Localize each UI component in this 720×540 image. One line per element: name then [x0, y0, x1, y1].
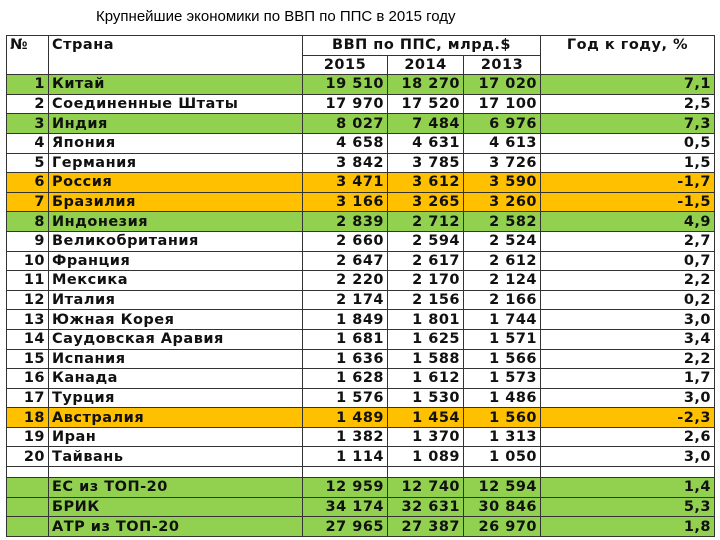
yoy-cell: 1,5	[541, 153, 715, 173]
summary-yoy-cell: 1,8	[541, 517, 715, 537]
rank-cell: 12	[7, 290, 49, 310]
rank-cell: 16	[7, 369, 49, 389]
gdp-2015-cell: 17 970	[303, 94, 388, 114]
table-row	[7, 75, 715, 95]
yoy-cell: 3,0	[541, 310, 715, 330]
country-cell: Китай	[49, 75, 303, 95]
yoy-cell: 3,0	[541, 447, 715, 467]
rank-cell: 18	[7, 408, 49, 428]
gdp-2014-cell: 1 625	[388, 329, 464, 349]
table-row	[7, 310, 715, 330]
country-cell: Россия	[49, 173, 303, 193]
gdp-2013-cell: 3 590	[464, 173, 541, 193]
table-row	[7, 369, 715, 389]
summary-rank-cell	[7, 478, 49, 498]
yoy-cell: -1,7	[541, 173, 715, 193]
gdp-2013-cell: 6 976	[464, 114, 541, 134]
country-cell: Испания	[49, 349, 303, 369]
header-num: №	[7, 36, 49, 75]
summary-row	[7, 517, 715, 537]
summary-yoy-cell: 1,4	[541, 478, 715, 498]
country-cell: Соединенные Штаты	[49, 94, 303, 114]
gdp-2014-cell: 3 612	[388, 173, 464, 193]
summary-group-cell: ЕС из ТОП-20	[49, 478, 303, 498]
gdp-2013-cell: 17 100	[464, 94, 541, 114]
yoy-cell: 2,6	[541, 427, 715, 447]
gdp-2014-cell: 2 594	[388, 231, 464, 251]
summary-rank-cell	[7, 517, 49, 537]
yoy-cell: 0,7	[541, 251, 715, 271]
gdp-2013-cell: 2 524	[464, 231, 541, 251]
rank-cell: 13	[7, 310, 49, 330]
gdp-2015-cell: 1 382	[303, 427, 388, 447]
table-row	[7, 192, 715, 212]
spacer-cell	[303, 467, 388, 478]
yoy-cell: 0,2	[541, 290, 715, 310]
gdp-2014-cell: 7 484	[388, 114, 464, 134]
gdp-2015-cell: 1 628	[303, 369, 388, 389]
header-year-2014: 2014	[388, 55, 464, 75]
gdp-table	[6, 35, 715, 537]
table-row	[7, 133, 715, 153]
table-row	[7, 94, 715, 114]
gdp-2013-cell: 1 571	[464, 329, 541, 349]
summary-2014-cell: 12 740	[388, 478, 464, 498]
summary-row	[7, 478, 715, 498]
yoy-cell: 2,7	[541, 231, 715, 251]
spacer-cell	[49, 467, 303, 478]
page-title: Крупнейшие экономики по ВВП по ППС в 2015 году	[96, 8, 456, 25]
summary-2013-cell: 26 970	[464, 517, 541, 537]
gdp-2013-cell: 3 260	[464, 192, 541, 212]
country-cell: Саудовская Аравия	[49, 329, 303, 349]
gdp-2014-cell: 2 617	[388, 251, 464, 271]
table-row	[7, 329, 715, 349]
yoy-cell: 7,1	[541, 75, 715, 95]
gdp-2014-cell: 3 785	[388, 153, 464, 173]
summary-2014-cell: 32 631	[388, 497, 464, 517]
yoy-cell: 2,5	[541, 94, 715, 114]
country-cell: Индия	[49, 114, 303, 134]
country-cell: Индонезия	[49, 212, 303, 232]
gdp-2014-cell: 1 370	[388, 427, 464, 447]
gdp-2014-cell: 17 520	[388, 94, 464, 114]
rank-cell: 10	[7, 251, 49, 271]
rank-cell: 14	[7, 329, 49, 349]
gdp-2014-cell: 1 089	[388, 447, 464, 467]
gdp-2015-cell: 3 842	[303, 153, 388, 173]
gdp-2013-cell: 1 486	[464, 388, 541, 408]
gdp-2014-cell: 1 801	[388, 310, 464, 330]
country-cell: Великобритания	[49, 231, 303, 251]
yoy-cell: 2,2	[541, 271, 715, 291]
country-cell: Турция	[49, 388, 303, 408]
table-row	[7, 388, 715, 408]
table-row	[7, 427, 715, 447]
summary-2015-cell: 34 174	[303, 497, 388, 517]
summary-row	[7, 497, 715, 517]
gdp-table-container	[6, 35, 714, 537]
gdp-2013-cell: 1 313	[464, 427, 541, 447]
header-row	[7, 36, 715, 56]
gdp-2015-cell: 2 174	[303, 290, 388, 310]
table-row	[7, 231, 715, 251]
gdp-2014-cell: 1 454	[388, 408, 464, 428]
gdp-2014-cell: 2 712	[388, 212, 464, 232]
gdp-2015-cell: 2 660	[303, 231, 388, 251]
header-country: Страна	[49, 36, 303, 75]
spacer-cell	[464, 467, 541, 478]
summary-2013-cell: 30 846	[464, 497, 541, 517]
gdp-2015-cell: 4 658	[303, 133, 388, 153]
gdp-2015-cell: 2 220	[303, 271, 388, 291]
rank-cell: 7	[7, 192, 49, 212]
rank-cell: 20	[7, 447, 49, 467]
table-row	[7, 408, 715, 428]
country-cell: Италия	[49, 290, 303, 310]
gdp-2013-cell: 2 612	[464, 251, 541, 271]
yoy-cell: -2,3	[541, 408, 715, 428]
country-cell: Япония	[49, 133, 303, 153]
table-row	[7, 271, 715, 291]
gdp-2013-cell: 1 050	[464, 447, 541, 467]
rank-cell: 8	[7, 212, 49, 232]
gdp-2015-cell: 1 576	[303, 388, 388, 408]
rank-cell: 6	[7, 173, 49, 193]
gdp-2014-cell: 1 588	[388, 349, 464, 369]
rank-cell: 17	[7, 388, 49, 408]
spacer-cell	[541, 467, 715, 478]
yoy-cell: -1,5	[541, 192, 715, 212]
rank-cell: 15	[7, 349, 49, 369]
summary-group-cell: БРИК	[49, 497, 303, 517]
rank-cell: 11	[7, 271, 49, 291]
gdp-2015-cell: 1 681	[303, 329, 388, 349]
table-row	[7, 114, 715, 134]
rank-cell: 19	[7, 427, 49, 447]
country-cell: Франция	[49, 251, 303, 271]
gdp-2015-cell: 1 849	[303, 310, 388, 330]
gdp-2013-cell: 1 566	[464, 349, 541, 369]
gdp-2015-cell: 8 027	[303, 114, 388, 134]
gdp-2013-cell: 3 726	[464, 153, 541, 173]
header-year-2015: 2015	[303, 55, 388, 75]
table-row	[7, 153, 715, 173]
country-cell: Тайвань	[49, 447, 303, 467]
gdp-2014-cell: 2 170	[388, 271, 464, 291]
gdp-2014-cell: 3 265	[388, 192, 464, 212]
gdp-2013-cell: 2 166	[464, 290, 541, 310]
table-row	[7, 251, 715, 271]
table-row	[7, 447, 715, 467]
table-row	[7, 349, 715, 369]
rank-cell: 4	[7, 133, 49, 153]
gdp-2013-cell: 2 124	[464, 271, 541, 291]
summary-rank-cell	[7, 497, 49, 517]
summary-2014-cell: 27 387	[388, 517, 464, 537]
rank-cell: 9	[7, 231, 49, 251]
table-row	[7, 290, 715, 310]
table-row	[7, 212, 715, 232]
header-yoy: Год к году, %	[541, 36, 715, 75]
yoy-cell: 0,5	[541, 133, 715, 153]
summary-2015-cell: 27 965	[303, 517, 388, 537]
gdp-2015-cell: 1 114	[303, 447, 388, 467]
country-cell: Иран	[49, 427, 303, 447]
table-row	[7, 173, 715, 193]
gdp-2014-cell: 1 612	[388, 369, 464, 389]
country-cell: Южная Корея	[49, 310, 303, 330]
yoy-cell: 4,9	[541, 212, 715, 232]
rank-cell: 2	[7, 94, 49, 114]
spacer-cell	[388, 467, 464, 478]
summary-2015-cell: 12 959	[303, 478, 388, 498]
gdp-2014-cell: 18 270	[388, 75, 464, 95]
summary-yoy-cell: 5,3	[541, 497, 715, 517]
rank-cell: 3	[7, 114, 49, 134]
summary-group-cell: АТР из ТОП-20	[49, 517, 303, 537]
gdp-2015-cell: 3 471	[303, 173, 388, 193]
yoy-cell: 3,4	[541, 329, 715, 349]
rank-cell: 5	[7, 153, 49, 173]
gdp-2014-cell: 2 156	[388, 290, 464, 310]
gdp-2013-cell: 4 613	[464, 133, 541, 153]
gdp-2013-cell: 1 573	[464, 369, 541, 389]
spacer-cell	[7, 467, 49, 478]
yoy-cell: 2,2	[541, 349, 715, 369]
header-year-2013: 2013	[464, 55, 541, 75]
yoy-cell: 3,0	[541, 388, 715, 408]
header-gdp: ВВП по ППС, млрд.$	[303, 36, 541, 56]
country-cell: Австралия	[49, 408, 303, 428]
gdp-2014-cell: 4 631	[388, 133, 464, 153]
gdp-2015-cell: 2 839	[303, 212, 388, 232]
gdp-2013-cell: 1 560	[464, 408, 541, 428]
country-cell: Канада	[49, 369, 303, 389]
yoy-cell: 1,7	[541, 369, 715, 389]
summary-2013-cell: 12 594	[464, 478, 541, 498]
country-cell: Германия	[49, 153, 303, 173]
gdp-2013-cell: 17 020	[464, 75, 541, 95]
gdp-2013-cell: 2 582	[464, 212, 541, 232]
gdp-2013-cell: 1 744	[464, 310, 541, 330]
gdp-2015-cell: 3 166	[303, 192, 388, 212]
spacer-row	[7, 467, 715, 478]
gdp-2015-cell: 19 510	[303, 75, 388, 95]
gdp-2015-cell: 2 647	[303, 251, 388, 271]
rank-cell: 1	[7, 75, 49, 95]
yoy-cell: 7,3	[541, 114, 715, 134]
gdp-2015-cell: 1 636	[303, 349, 388, 369]
gdp-2014-cell: 1 530	[388, 388, 464, 408]
country-cell: Мексика	[49, 271, 303, 291]
country-cell: Бразилия	[49, 192, 303, 212]
gdp-2015-cell: 1 489	[303, 408, 388, 428]
